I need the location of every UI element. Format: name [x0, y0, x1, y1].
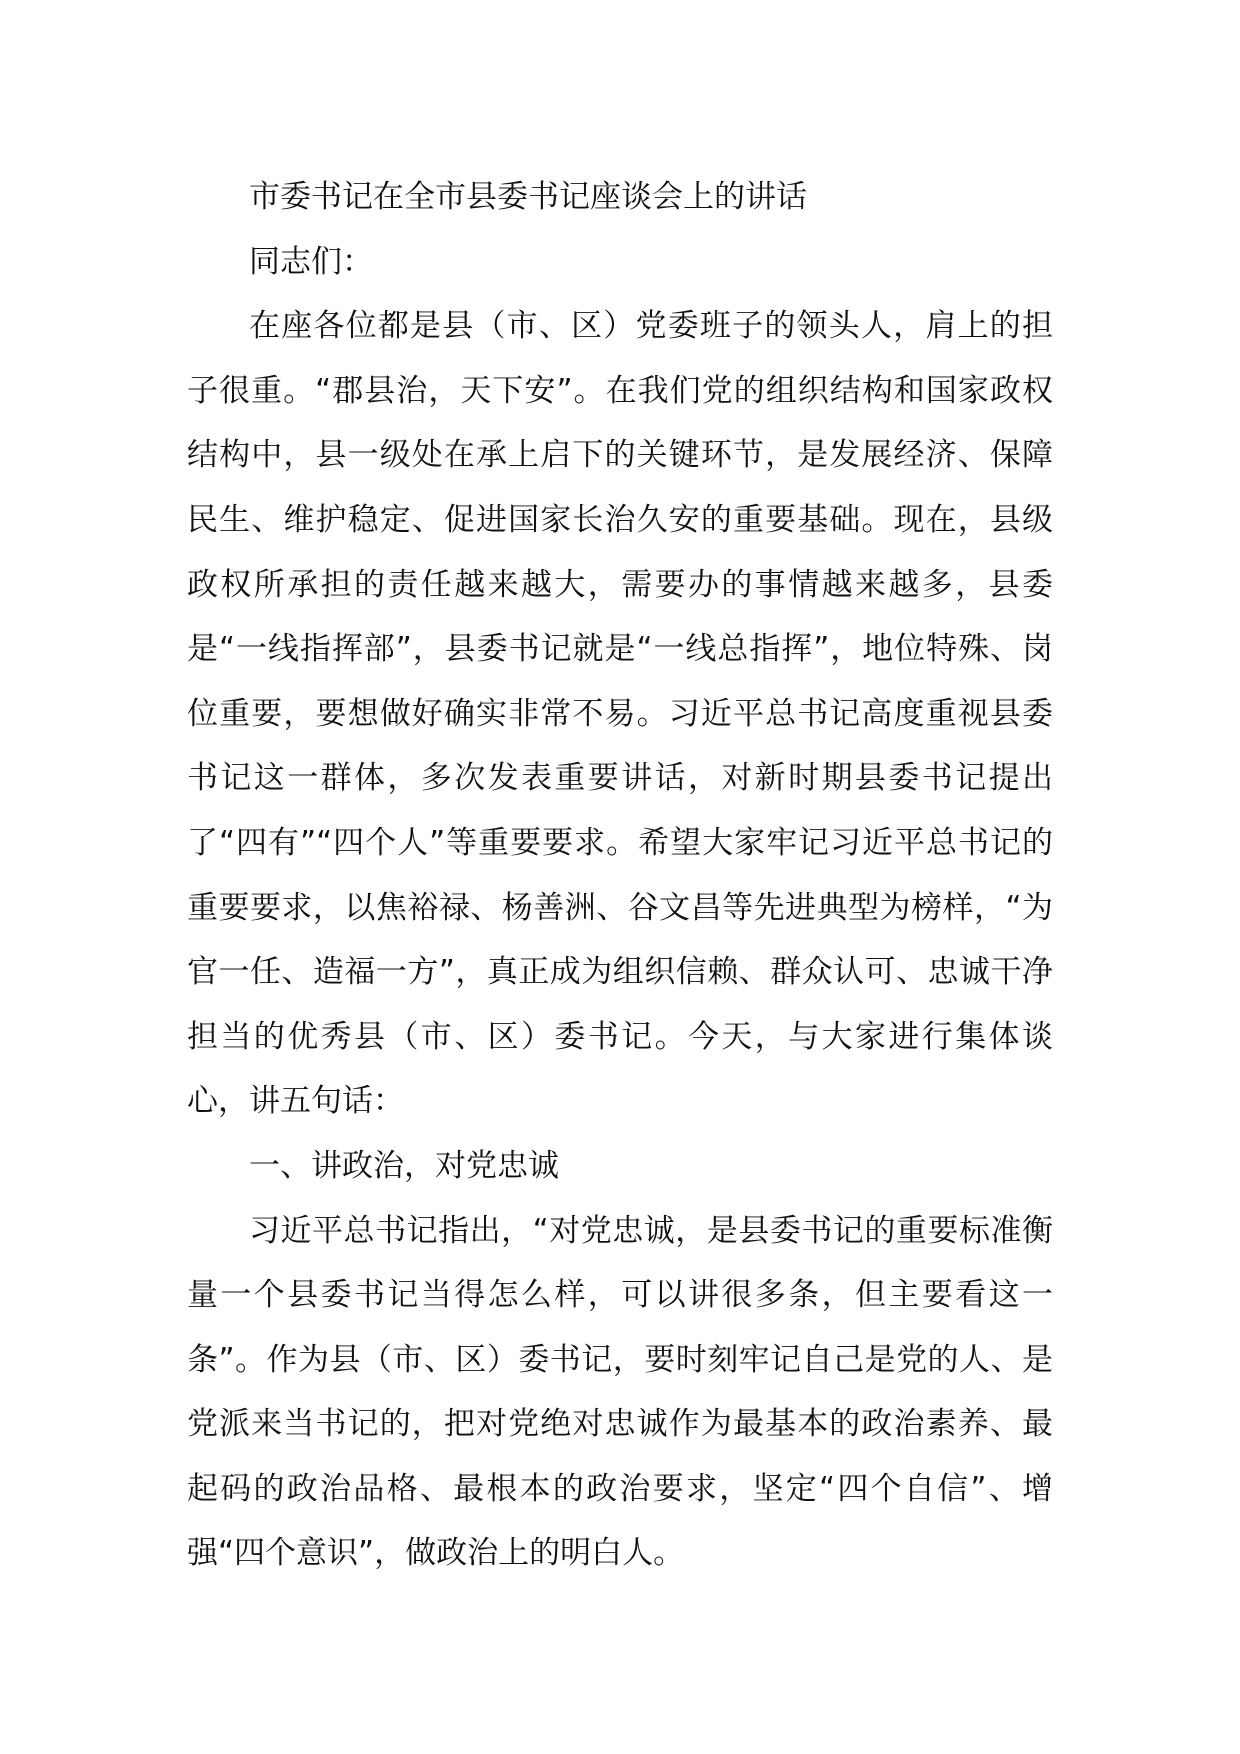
section-heading: 一、讲政治，对党忠诚: [249, 1147, 559, 1184]
paragraph-section-one: 习近平总书记指出，“对党忠诚，是县委书记的重要标准衡量一个县委书记当得怎么样，可以讲很多条，但主要看这一条”。作为县（市、区）委书记，要时刻牢记自己是党的人、是党派来当书记的，把对党绝对忠诚作为最基本的政治素养、最起码的政治品格、最根本的政治要求，坚定“四个自信”、增强“四个意识”，做政治上的明白人。: [187, 1212, 1053, 1572]
document-body: [187, 165, 1053, 1586]
salutation: 同志们：: [249, 243, 373, 280]
document-title: 市委书记在全市县委书记座谈会上的讲话: [249, 179, 807, 215]
paragraph-intro: 在座各位都是县（市、区）党委班子的领头人，肩上的担子很重。“郡县治，天下安”。在我们党的组织结构和国家政权结构中，县一级处在承上启下的关键环节，是发展经济、保障民生、维护稳定、促进国家长治久安的重要基础。现在，县级政权所承担的责任越来越大，需要办的事情越来越多，县委是“一线指挥部”，县委书记就是“一线总指挥”，地位特殊、岗位重要，要想做好确实非常不易。习近平总书记高度重视县委书记这一群体，多次发表重要讲话，对新时期县委书记提出了“四有”“四个人”等重要要求。希望大家牢记习近平总书记的重要要求，以焦裕禄、杨善洲、谷文昌等先进典型为榜样，“为官一任、造福一方”，真正成为组织信赖、群众认可、忠诚干净担当的优秀县（市、区）委书记。今天，与大家进行集体谈心，讲五句话：: [187, 308, 1053, 1120]
